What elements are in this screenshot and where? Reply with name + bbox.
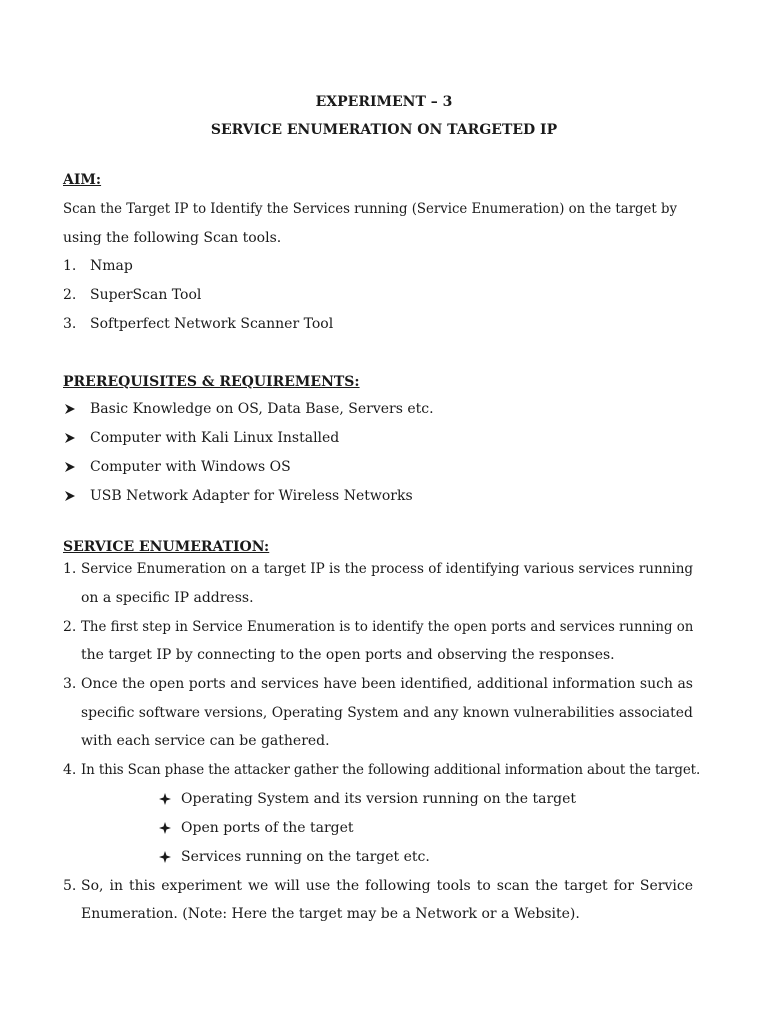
tool-number: 2. (63, 287, 77, 303)
point-number: 3. (63, 676, 77, 692)
tool-number: 3. (63, 316, 77, 332)
point-number: 1. (63, 561, 77, 577)
prerequisite-item: Computer with Kali Linux Installed (90, 430, 340, 446)
arrow-bullet-icon (64, 403, 76, 415)
sub-item: Operating System and its version running on the target (181, 791, 577, 807)
point-text-line: Service Enumeration on a target IP is the process of identifying various services running (81, 561, 694, 577)
sub-item: Services running on the target etc. (181, 849, 430, 865)
page-title: SERVICE ENUMERATION ON TARGETED IP (210, 122, 558, 138)
point-text-line: So, in this experiment we will use the following tools to scan the target for Service (81, 878, 693, 894)
diamond-bullet-icon (159, 851, 171, 863)
point-text-line: Enumeration. (Note: Here the target may be a Network or a Website). (81, 906, 580, 922)
prerequisite-item: Computer with Windows OS (90, 459, 291, 475)
point-text-line: In this Scan phase the attacker gather the following additional information about the target. (81, 762, 701, 778)
arrow-bullet-icon (64, 490, 76, 502)
prerequisite-item: Basic Knowledge on OS, Data Base, Servers etc. (90, 401, 434, 417)
experiment-number: EXPERIMENT – 3 (315, 94, 453, 110)
aim-heading: AIM: (63, 172, 102, 188)
point-text-line: The first step in Service Enumeration is to identify the open ports and services running on (81, 619, 694, 635)
tool-number: 1. (63, 258, 77, 274)
tool-label: SuperScan Tool (90, 287, 202, 303)
point-number: 4. (63, 762, 77, 778)
prerequisite-item: USB Network Adapter for Wireless Networks (90, 488, 413, 504)
arrow-bullet-icon (64, 461, 76, 473)
aim-text-line-2: using the following Scan tools. (63, 230, 282, 246)
tool-label: Nmap (90, 258, 133, 274)
sub-item: Open ports of the target (181, 820, 354, 836)
point-number: 2. (63, 619, 77, 635)
point-text-line: with each service can be gathered. (81, 733, 330, 749)
tool-label: Softperfect Network Scanner Tool (90, 316, 334, 332)
point-text-line: the target IP by connecting to the open ports and observing the responses. (81, 647, 615, 663)
point-number: 5. (63, 878, 77, 894)
point-text-line: specific software versions, Operating System and any known vulnerabilities associated (81, 705, 693, 721)
diamond-bullet-icon (159, 793, 171, 805)
point-text-line: Once the open ports and services have been identified, additional information such as (81, 676, 693, 692)
point-text-line: on a specific IP address. (81, 590, 254, 606)
arrow-bullet-icon (64, 432, 76, 444)
aim-text-line-1: Scan the Target IP to Identify the Services running (Service Enumeration) on the target by (63, 201, 678, 217)
service-enumeration-heading: SERVICE ENUMERATION: (63, 539, 270, 555)
prerequisites-heading: PREREQUISITES & REQUIREMENTS: (63, 374, 360, 390)
diamond-bullet-icon (159, 822, 171, 834)
